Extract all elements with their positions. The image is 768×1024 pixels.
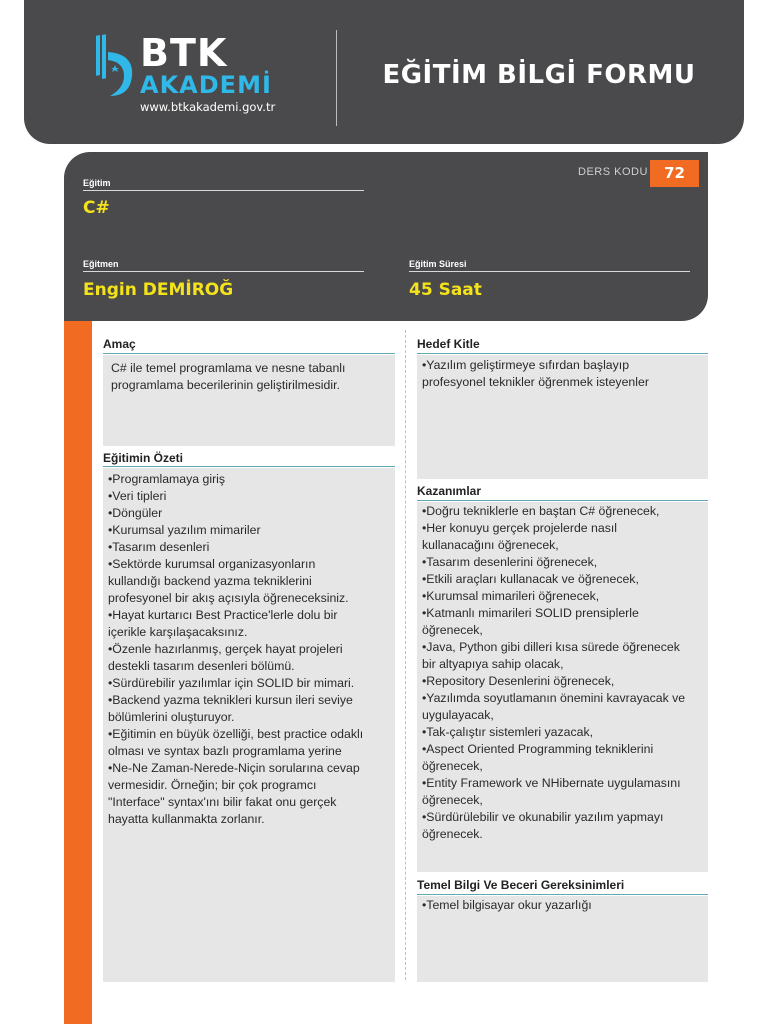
kazanimlar-line: •Katmanlı mimarileri SOLID prensiplerle [422,606,639,620]
btk-logo-icon [94,32,136,100]
ozet-line: olması ve syntax bazlı programlama yerine [108,744,342,758]
amac-rule [103,353,395,354]
kazanimlar-line: öğrenecek, [422,623,483,637]
kazanimlar-line: •Entity Framework ve NHibernate uygulamasını [422,776,681,790]
kazanimlar-line: öğrenecek. [422,827,483,841]
form-title: EĞİTİM BİLGİ FORMU [382,60,696,90]
kazanimlar-line: •Kurumsal mimarileri öğrenecek, [422,589,600,603]
kazanimlar-line: •Tasarım desenlerini öğrenecek, [422,555,598,569]
course-code-label: DERS KODU [578,166,648,178]
header-divider [336,30,337,126]
course-code-badge: 72 [650,160,699,187]
ozet-line: •Veri tipleri [108,489,167,503]
ozet-line: •Backend yazma teknikleri kursun ileri seviye [108,693,353,707]
course-info-card [64,152,708,321]
ozet-line: içerikle karşılaşacaksınız. [108,625,248,639]
ozet-line: •Ne-Ne Zaman-Nerede-Niçin sorularına cevap [108,761,360,775]
amac-line: C# ile temel programlama ve nesne tabanlı [111,361,346,375]
orange-side-bar [64,321,92,1024]
kazanimlar-line: •Tak-çalıştır sistemleri yazacak, [422,725,594,739]
training-label: Eğitim [83,178,111,188]
amac-title: Amaç [103,337,136,351]
temel-bilgi-title: Temel Bilgi Ve Beceri Gereksinimleri [417,878,625,892]
ozet-line: •Eğitimin en büyük özelliği, best practice odaklı [108,727,364,741]
hedef-kitle-title: Hedef Kitle [417,337,480,351]
ozet-line: profesyonel bir akış açısıyla öğreneceksiniz. [108,591,349,605]
amac-box [103,355,395,446]
ozet-line: kullandığı backend yazma tekniklerini [108,574,312,588]
kazanimlar-title: Kazanımlar [417,484,482,498]
kazanimlar-rule [417,500,708,501]
ozet-line: vermesidir. Örneğin; bir çok programcı [108,778,317,792]
instructor-underline [83,271,364,272]
temel-bilgi-rule [417,894,708,895]
temel-bilgi-line: •Temel bilgisayar okur yazarlığı [422,898,592,912]
kazanimlar-line: •Etkili araçları kullanacak ve öğrenecek, [422,572,639,586]
duration-value: 45 Saat [409,280,482,300]
ozet-line: •Programlamaya giriş [108,472,226,486]
ozet-line: "Interface" syntax'ını bilir fakat onu gerçek [108,795,337,809]
kazanimlar-line: •Sürdürülebilir ve okunabilir yazılım yapmayı [422,810,664,824]
hedef-kitle-line: profesyonel teknikler öğrenmek isteyenler [422,375,649,389]
kazanimlar-line: öğrenecek, [422,759,483,773]
ozet-line: •Döngüler [108,506,163,520]
kazanimlar-line: kullanacağını öğrenecek, [422,538,559,552]
ozet-line: •Sürdürebilir yazılımlar için SOLID bir mimari. [108,676,355,690]
kazanimlar-line: bir altyapıya sahip olacak, [422,657,564,671]
ozet-line: destekli tasarım desenleri bölümü. [108,659,295,673]
instructor-label: Eğitmen [83,259,119,269]
page-header [24,0,744,144]
logo-btk-text: BTK [140,31,228,75]
kazanimlar-box [417,502,708,872]
instructor-value: Engin DEMİROĞ [83,280,234,300]
ozet-box [103,468,395,982]
ozet-title: Eğitimin Özeti [103,451,184,465]
ozet-line: •Hayat kurtarıcı Best Practice'lerle dolu bir [108,608,338,622]
kazanimlar-line: •Yazılımda soyutlamanın önemini kavrayacak ve [422,691,686,705]
training-underline [83,190,364,191]
duration-label: Eğitim Süresi [409,259,467,269]
training-value: C# [83,198,110,218]
hedef-kitle-line: •Yazılım geliştirmeye sıfırdan başlayıp [422,358,630,372]
amac-line: programlama becerilerinin geliştirilmesidir. [111,378,340,392]
ozet-line: •Sektörde kurumsal organizasyonların [108,557,316,571]
temel-bilgi-box [417,896,708,982]
ozet-line: •Tasarım desenleri [108,540,210,554]
kazanimlar-line: •Doğru tekniklerle en baştan C# öğrenecek, [422,504,660,518]
hedef-kitle-rule [417,353,708,354]
kazanimlar-line: •Her konuyu gerçek projelerde nasıl [422,521,618,535]
kazanimlar-line: •Java, Python gibi dilleri kısa sürede öğrenecek [422,640,680,654]
ozet-line: bölümlerini oluşturuyor. [108,710,235,724]
hedef-kitle-box [417,355,708,479]
kazanimlar-line: öğrenecek, [422,793,483,807]
kazanimlar-line: uygulayacak, [422,708,494,722]
ozet-rule [103,466,395,467]
kazanimlar-line: •Repository Desenlerini öğrenecek, [422,674,615,688]
logo-url[interactable]: www.btkakademi.gov.tr [140,100,276,114]
column-divider [405,330,406,980]
btk-akademi-logo[interactable] [94,30,294,120]
ozet-line: •Özenle hazırlanmış, gerçek hayat projeleri [108,642,343,656]
duration-underline [409,271,690,272]
logo-akademi-text: AKADEMİ [140,71,272,99]
kazanimlar-line: •Aspect Oriented Programming tekniklerini [422,742,654,756]
ozet-line: •Kurumsal yazılım mimariler [108,523,261,537]
ozet-line: hayatta kullanmakta zorlanır. [108,812,265,826]
